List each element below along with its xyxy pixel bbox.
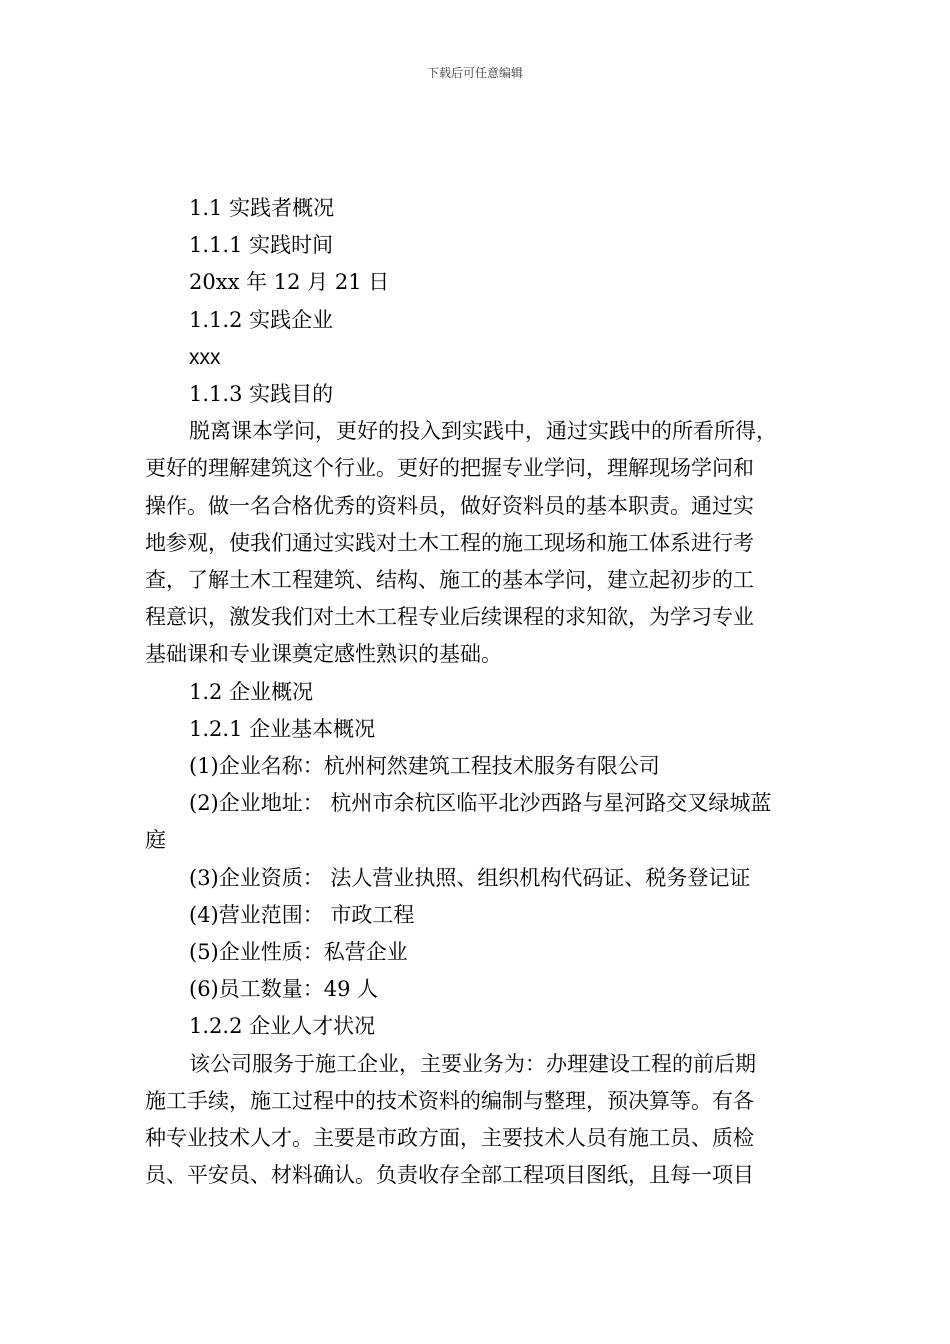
employee-count: (6)员工数量：49 人 (189, 977, 379, 1002)
practice-date: 20xx 年 12 月 21 日 (189, 270, 390, 295)
purpose-paragraph-line: 操作。做一名合格优秀的资料员，做好资料员的基本职责。通过实 (145, 493, 754, 518)
heading-1-1: 1.1 实践者概况 (189, 196, 335, 220)
talent-paragraph-line: 该公司服务于施工企业，主要业务为：办理建设工程的前后期 (189, 1051, 756, 1076)
purpose-paragraph-line: 查，了解土木工程建筑、结构、施工的基本学问，建立起初步的工 (145, 568, 754, 593)
talent-paragraph-line: 施工手续，施工过程中的技术资料的编制与整理，预决算等。有各 (145, 1088, 754, 1113)
talent-paragraph-line: 员、平安员、材料确认。负责收存全部工程项目图纸，且每一项目 (145, 1163, 754, 1188)
company-type: (5)企业性质：私营企业 (189, 940, 408, 965)
talent-paragraph-line: 种专业技术人才。主要是市政方面，主要技术人员有施工员、质检 (145, 1126, 754, 1151)
company-name: (1)企业名称：杭州柯然建筑工程技术服务有限公司 (189, 754, 660, 779)
company-address-continued: 庭 (145, 828, 166, 853)
purpose-paragraph-line: 更好的理解建筑这个行业。更好的把握专业学问，理解现场学问和 (145, 456, 754, 481)
document-body (145, 190, 815, 1194)
company-address: (2)企业地址： 杭州市余杭区临平北沙西路与星河路交叉绿城蓝 (189, 791, 772, 816)
heading-1-1-2: 1.1.2 实践企业 (189, 307, 334, 332)
heading-1-2-1: 1.2.1 企业基本概况 (189, 716, 376, 741)
page-header: 下载后可任意编辑 (426, 66, 523, 80)
heading-1-1-1: 1.1.1 实践时间 (189, 233, 334, 258)
purpose-paragraph-line: 脱离课本学问，更好的投入到实践中，通过实践中的所看所得， (189, 419, 777, 444)
practice-company: xxx (189, 345, 221, 369)
heading-1-2-2: 1.2.2 企业人才状况 (189, 1014, 376, 1039)
business-scope: (4)营业范围： 市政工程 (189, 902, 415, 927)
purpose-paragraph-line: 地参观，使我们通过实践对土木工程的施工现场和施工体系进行考 (145, 530, 754, 555)
purpose-paragraph-line: 程意识，激发我们对土木工程专业后续课程的求知欲，为学习专业 (145, 605, 754, 630)
purpose-paragraph-line: 基础课和专业课奠定感性熟识的基础。 (145, 642, 502, 667)
company-qualification: (3)企业资质： 法人营业执照、组织机构代码证、税务登记证 (189, 865, 751, 890)
heading-1-2: 1.2 企业概况 (189, 679, 314, 704)
heading-1-1-3: 1.1.3 实践目的 (189, 382, 334, 407)
